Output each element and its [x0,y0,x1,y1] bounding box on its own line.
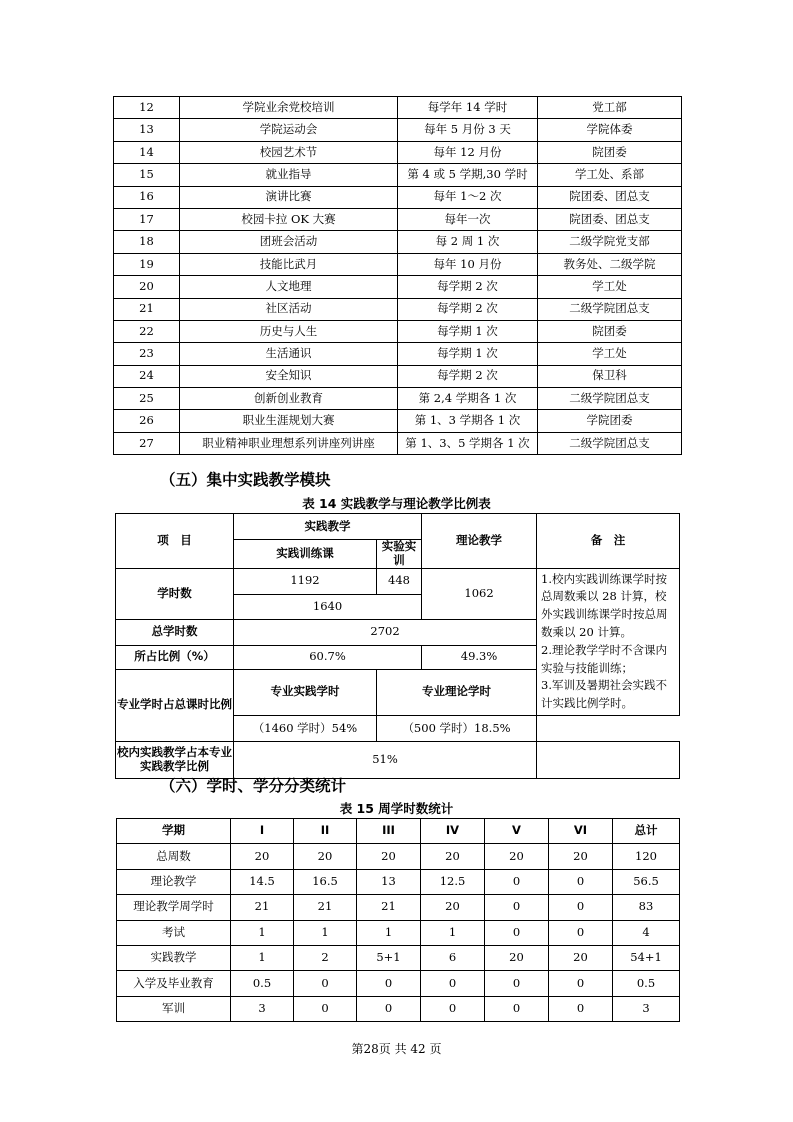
cell-value: 20 [357,844,421,869]
header-item: 项 目 [116,514,234,569]
cell-value: 0 [485,971,549,996]
table-row [117,844,680,869]
table-row [117,945,680,970]
table-row [114,164,682,186]
activity-time: 每学期 2 次 [398,365,538,387]
theory-hours: 1062 [422,568,537,619]
theory-ratio: 49.3% [422,645,537,669]
section6-heading: （六）学时、学分分类统计 [160,777,347,795]
activity-time: 每学期 2 次 [398,298,538,320]
header-lab-training: 实验实训 [377,540,422,569]
practice-theory-ratio-table [115,513,680,779]
cell-value: 0 [549,920,613,945]
table-row [114,410,682,432]
activity-dept: 院团委、团总支 [538,208,682,230]
row-label: 总周数 [117,844,231,869]
activity-dept: 院团委、团总支 [538,186,682,208]
practice-total-hours: 1640 [234,594,422,619]
activity-dept: 二级学院团总支 [538,388,682,410]
column-header: 学期 [117,819,231,844]
header-major-practice: 专业实践学时 [234,669,377,716]
cell-value: 1 [357,920,421,945]
activity-dept: 学工处、系部 [538,164,682,186]
row-label-hours: 学时数 [116,568,234,619]
note-1: 1.校内实践训练课学时按总周数乘以 28 计算，校外实践训练课学时按总周数乘以 20 计算。 [541,571,668,640]
cell-value: 0 [421,996,485,1021]
activity-time: 每学年 14 学时 [398,97,538,119]
table-row [117,869,680,894]
activity-time: 每学期 2 次 [398,276,538,298]
table-row [117,895,680,920]
activity-name: 历史与人生 [180,320,398,342]
cell-value: 3 [613,996,680,1021]
cell-value: 83 [613,895,680,920]
cell-value: 0.5 [613,971,680,996]
cell-value: 20 [421,895,485,920]
total-hours: 2702 [234,619,537,645]
cell-value: 0 [485,869,549,894]
cell-value: 20 [485,844,549,869]
cell-value: 120 [613,844,680,869]
activity-no: 22 [114,320,180,342]
activity-dept: 保卫科 [538,365,682,387]
activity-name: 安全知识 [180,365,398,387]
activity-no: 17 [114,208,180,230]
activity-time: 每 2 周 1 次 [398,231,538,253]
activity-dept: 党工部 [538,97,682,119]
cell-value: 3 [231,996,294,1021]
row-label-total: 总学时数 [116,619,234,645]
header-practice: 实践教学 [234,514,422,540]
activity-dept: 学工处 [538,276,682,298]
cell-value: 20 [485,945,549,970]
cell-value: 2 [294,945,357,970]
cell-value: 21 [294,895,357,920]
activity-name: 生活通识 [180,343,398,365]
table-row [114,253,682,275]
cell-value: 0 [357,996,421,1021]
activity-dept: 二级学院党支部 [538,231,682,253]
practice-ratio: 60.7% [234,645,422,669]
row-label: 理论教学 [117,869,231,894]
cell-value: 0 [549,971,613,996]
cell-value: 0.5 [231,971,294,996]
activity-time: 第 1、3 学期各 1 次 [398,410,538,432]
activity-time: 每年 1～2 次 [398,186,538,208]
column-header: III [357,819,421,844]
row-label: 实践教学 [117,945,231,970]
activity-dept: 院团委 [538,320,682,342]
activity-time: 第 2,4 学期各 1 次 [398,388,538,410]
row-label: 军训 [117,996,231,1021]
activity-no: 27 [114,432,180,454]
cell-value: 5+1 [357,945,421,970]
activity-dept: 学院体委 [538,119,682,141]
activity-name: 职业精神职业理想系列讲座列讲座 [180,432,398,454]
activity-no: 14 [114,141,180,163]
activity-time: 第 1、3、5 学期各 1 次 [398,432,538,454]
table-header-row [117,819,680,844]
weekly-hours-table [116,818,680,1022]
row-label: 考试 [117,920,231,945]
cell-value: 20 [549,844,613,869]
table-row [114,186,682,208]
cell-value: 21 [231,895,294,920]
activity-dept: 二级学院团总支 [538,298,682,320]
cell-value: 0 [485,920,549,945]
header-note: 备 注 [537,514,680,569]
row-label-campus: 校内实践教学占本专业实践教学比例 [116,742,234,779]
activity-name: 学院运动会 [180,119,398,141]
activity-no: 12 [114,97,180,119]
activity-no: 25 [114,388,180,410]
cell-value: 1 [421,920,485,945]
table-row [114,298,682,320]
cell-value: 14.5 [231,869,294,894]
table14-caption: 表 14 实践教学与理论教学比例表 [302,496,491,511]
activity-dept: 教务处、二级学院 [538,253,682,275]
campus-ratio: 51% [234,742,537,779]
cell-value: 21 [357,895,421,920]
activity-time: 每年 5 月份 3 天 [398,119,538,141]
table-row [117,920,680,945]
column-header: II [294,819,357,844]
activity-time: 每年 10 月份 [398,253,538,275]
cell-value: 1 [231,945,294,970]
cell-value: 56.5 [613,869,680,894]
activities-table [113,96,682,455]
lab-hours: 448 [377,568,422,594]
section5-heading: （五）集中实践教学模块 [160,471,331,489]
cell-value: 0 [549,996,613,1021]
cell-value: 0 [485,996,549,1021]
table-row [117,971,680,996]
activity-no: 21 [114,298,180,320]
table-row [117,996,680,1021]
activity-name: 职业生涯规划大赛 [180,410,398,432]
activity-time: 每年一次 [398,208,538,230]
cell-value: 16.5 [294,869,357,894]
cell-value: 20 [549,945,613,970]
table15-caption: 表 15 周学时数统计 [339,801,454,816]
table-row [114,141,682,163]
table-row [114,276,682,298]
column-header: 总计 [613,819,680,844]
cell-value: 1 [294,920,357,945]
cell-value: 0 [294,971,357,996]
cell-value: 0 [357,971,421,996]
note-3: 3.军训及暑期社会实践不计实践比例学时。 [541,678,668,711]
activity-dept: 学工处 [538,343,682,365]
major-practice-value: （1460 学时）54% [234,716,377,742]
activity-name: 团班会活动 [180,231,398,253]
activity-name: 社区活动 [180,298,398,320]
header-major-theory: 专业理论学时 [377,669,537,716]
empty-note-cell [537,742,680,779]
table-row [114,343,682,365]
activity-no: 13 [114,119,180,141]
table-row [114,388,682,410]
row-label-major: 专业学时占总课时比例 [116,669,234,742]
table-row [114,208,682,230]
column-header: VI [549,819,613,844]
column-header: V [485,819,549,844]
header-practice-training: 实践训练课 [234,540,377,569]
activity-time: 每学期 1 次 [398,320,538,342]
table-row [114,97,682,119]
table-row [114,320,682,342]
cell-value: 0 [549,895,613,920]
cell-value: 1 [231,920,294,945]
activity-name: 校园艺术节 [180,141,398,163]
activity-name: 演讲比赛 [180,186,398,208]
cell-value: 0 [294,996,357,1021]
cell-value: 20 [294,844,357,869]
cell-value: 13 [357,869,421,894]
activity-name: 人文地理 [180,276,398,298]
cell-value: 20 [231,844,294,869]
activity-no: 16 [114,186,180,208]
notes-cell [537,568,680,716]
note-2: 2.理论教学学时不含课内实验与技能训练； [541,642,668,675]
activity-time: 第 4 或 5 学期,30 学时 [398,164,538,186]
table-row [114,432,682,454]
cell-value: 0 [485,895,549,920]
activity-dept: 二级学院团总支 [538,432,682,454]
activity-no: 26 [114,410,180,432]
activity-dept: 院团委 [538,141,682,163]
header-theory: 理论教学 [422,514,537,569]
activity-name: 学院业余党校培训 [180,97,398,119]
activity-time: 每学期 1 次 [398,343,538,365]
activity-name: 校园卡拉 OK 大赛 [180,208,398,230]
column-header: I [231,819,294,844]
activity-no: 18 [114,231,180,253]
column-header: IV [421,819,485,844]
table-row [114,365,682,387]
activity-dept: 学院团委 [538,410,682,432]
major-theory-value: （500 学时）18.5% [377,716,537,742]
table-row [114,119,682,141]
cell-value: 20 [421,844,485,869]
activity-no: 24 [114,365,180,387]
activity-name: 创新创业教育 [180,388,398,410]
cell-value: 4 [613,920,680,945]
activity-name: 技能比武月 [180,253,398,275]
activity-no: 15 [114,164,180,186]
row-label-ratio: 所占比例（%） [116,645,234,669]
table-row [114,231,682,253]
activity-no: 23 [114,343,180,365]
row-label: 理论教学周学时 [117,895,231,920]
row-label: 入学及毕业教育 [117,971,231,996]
activity-no: 19 [114,253,180,275]
cell-value: 0 [421,971,485,996]
activity-time: 每年 12 月份 [398,141,538,163]
activity-name: 就业指导 [180,164,398,186]
cell-value: 6 [421,945,485,970]
page-footer: 第28页 共 42 页 [351,1042,442,1056]
cell-value: 54+1 [613,945,680,970]
activity-no: 20 [114,276,180,298]
training-hours: 1192 [234,568,377,594]
cell-value: 12.5 [421,869,485,894]
cell-value: 0 [549,869,613,894]
